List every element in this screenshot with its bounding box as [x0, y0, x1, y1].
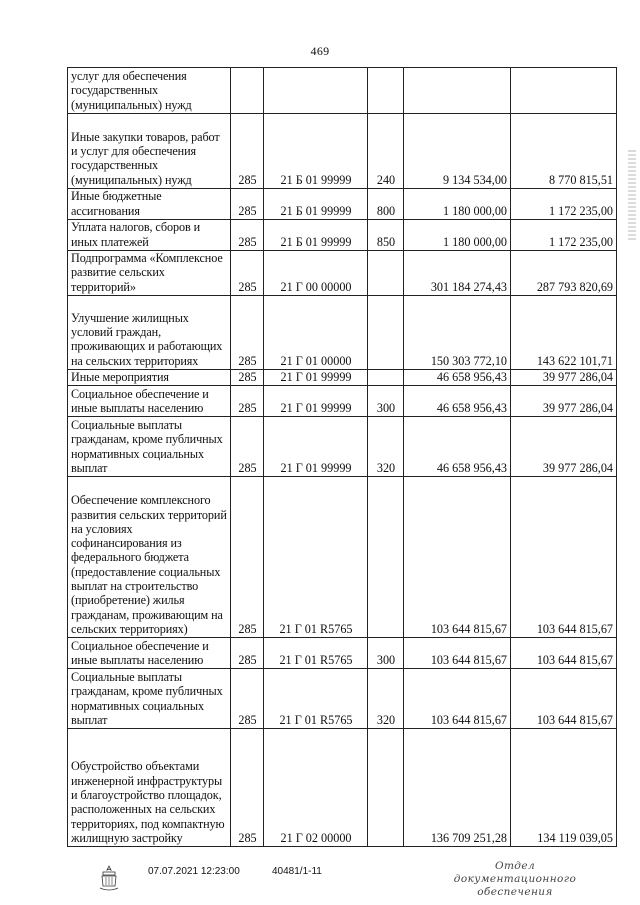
row-amount-plan: 136 709 251,28	[404, 729, 511, 847]
row-amount-fact	[511, 68, 617, 114]
budget-table	[67, 67, 617, 847]
row-target-article: 21 Г 01 R5765	[264, 638, 368, 669]
row-code	[231, 68, 264, 114]
row-code: 285	[231, 417, 264, 477]
row-expense-type: 300	[368, 638, 404, 669]
row-expense-type	[368, 729, 404, 847]
row-amount-plan: 1 180 000,00	[404, 189, 511, 220]
row-name: Социальное обеспечение и иные выплаты населению	[68, 638, 231, 669]
table-row	[68, 369, 617, 385]
row-target-article: 21 Г 02 00000	[264, 729, 368, 847]
row-amount-plan: 46 658 956,43	[404, 386, 511, 417]
row-target-article: 21 Г 00 00000	[264, 251, 368, 296]
budget-table-body	[68, 68, 617, 847]
row-name: Социальные выплаты гражданам, кроме публичных нормативных социальных выплат	[68, 417, 231, 477]
row-target-article	[264, 68, 368, 114]
row-amount-plan: 103 644 815,67	[404, 669, 511, 729]
row-expense-type: 240	[368, 114, 404, 189]
row-name: Улучшение жилищных условий граждан, проживающих и работающих на сельских территориях	[68, 295, 231, 369]
row-amount-fact: 39 977 286,04	[511, 417, 617, 477]
row-target-article: 21 Г 01 R5765	[264, 669, 368, 729]
row-code: 285	[231, 477, 264, 638]
row-amount-plan: 46 658 956,43	[404, 369, 511, 385]
scan-edge-mark	[628, 150, 636, 240]
row-amount-fact: 8 770 815,51	[511, 114, 617, 189]
table-row	[68, 669, 617, 729]
row-expense-type: 850	[368, 220, 404, 251]
row-amount-plan: 1 180 000,00	[404, 220, 511, 251]
row-expense-type	[368, 295, 404, 369]
row-expense-type: 320	[368, 669, 404, 729]
row-amount-plan: 46 658 956,43	[404, 417, 511, 477]
row-name: Обеспечение комплексного развития сельских территорий на условиях софинансирования из федерального бюджета (предоставление социальных выплат на строительство (приобретение) жилья гражданам, проживающим на сельских территориях)	[68, 477, 231, 638]
page-footer	[0, 860, 640, 900]
stamp-line-1: Отдел документационного	[453, 860, 577, 885]
row-amount-fact: 103 644 815,67	[511, 477, 617, 638]
row-amount-plan	[404, 68, 511, 114]
department-stamp	[450, 860, 580, 899]
page-number: 469	[310, 44, 330, 58]
row-code: 285	[231, 114, 264, 189]
row-code: 285	[231, 638, 264, 669]
row-amount-fact: 287 793 820,69	[511, 251, 617, 296]
row-expense-type: 300	[368, 386, 404, 417]
row-expense-type: 800	[368, 189, 404, 220]
row-target-article: 21 Г 01 00000	[264, 295, 368, 369]
row-target-article: 21 Г 01 99999	[264, 417, 368, 477]
row-amount-fact: 39 977 286,04	[511, 386, 617, 417]
row-code: 285	[231, 189, 264, 220]
row-amount-fact: 103 644 815,67	[511, 669, 617, 729]
row-name: Иные закупки товаров, работ и услуг для обеспечения государственных (муниципальных) нужд	[68, 114, 231, 189]
stamp-line-2: обеспечения	[477, 886, 553, 898]
row-amount-fact: 39 977 286,04	[511, 369, 617, 385]
row-expense-type	[368, 251, 404, 296]
table-row	[68, 729, 617, 847]
row-amount-fact: 1 172 235,00	[511, 189, 617, 220]
row-expense-type: 320	[368, 417, 404, 477]
row-amount-plan: 103 644 815,67	[404, 638, 511, 669]
table-row	[68, 251, 617, 296]
row-expense-type	[368, 68, 404, 114]
row-code: 285	[231, 251, 264, 296]
row-amount-plan: 9 134 534,00	[404, 114, 511, 189]
row-name: Иные мероприятия	[68, 369, 231, 385]
row-target-article: 21 Г 01 R5765	[264, 477, 368, 638]
row-target-article: 21 Б 01 99999	[264, 220, 368, 251]
row-code: 285	[231, 220, 264, 251]
row-target-article: 21 Г 01 99999	[264, 369, 368, 385]
row-name: Подпрограмма «Комплексное развитие сельских территорий»	[68, 251, 231, 296]
row-code: 285	[231, 669, 264, 729]
table-row	[68, 295, 617, 369]
table-row	[68, 189, 617, 220]
table-row	[68, 638, 617, 669]
row-name: Обустройство объектами инженерной инфраструктуры и благоустройство площадок, расположенных на сельских территориях, под компактную жилищную застройку	[68, 729, 231, 847]
footer-datetime: 07.07.2021 12:23:00	[148, 866, 240, 877]
table-row	[68, 386, 617, 417]
row-target-article: 21 Г 01 99999	[264, 386, 368, 417]
row-amount-plan: 301 184 274,43	[404, 251, 511, 296]
row-expense-type	[368, 477, 404, 638]
table-row	[68, 114, 617, 189]
row-name: Социальные выплаты гражданам, кроме публичных нормативных социальных выплат	[68, 669, 231, 729]
row-amount-plan: 103 644 815,67	[404, 477, 511, 638]
row-code: 285	[231, 386, 264, 417]
row-amount-plan: 150 303 772,10	[404, 295, 511, 369]
row-name: Иные бюджетные ассигнования	[68, 189, 231, 220]
footer-registration-number: 40481/1-11	[272, 866, 322, 877]
table-row	[68, 220, 617, 251]
row-amount-fact: 134 119 039,05	[511, 729, 617, 847]
table-row	[68, 68, 617, 114]
row-code: 285	[231, 369, 264, 385]
row-code: 285	[231, 295, 264, 369]
row-code: 285	[231, 729, 264, 847]
table-row	[68, 417, 617, 477]
row-amount-fact: 143 622 101,71	[511, 295, 617, 369]
row-name: услуг для обеспечения государственных (муниципальных) нужд	[68, 68, 231, 114]
row-name: Социальное обеспечение и иные выплаты населению	[68, 386, 231, 417]
row-name: Уплата налогов, сборов и иных платежей	[68, 220, 231, 251]
row-amount-fact: 1 172 235,00	[511, 220, 617, 251]
row-target-article: 21 Б 01 99999	[264, 189, 368, 220]
row-target-article: 21 Б 01 99999	[264, 114, 368, 189]
row-amount-fact: 103 644 815,67	[511, 638, 617, 669]
table-row	[68, 477, 617, 638]
emblem-icon	[98, 864, 120, 894]
row-expense-type	[368, 369, 404, 385]
